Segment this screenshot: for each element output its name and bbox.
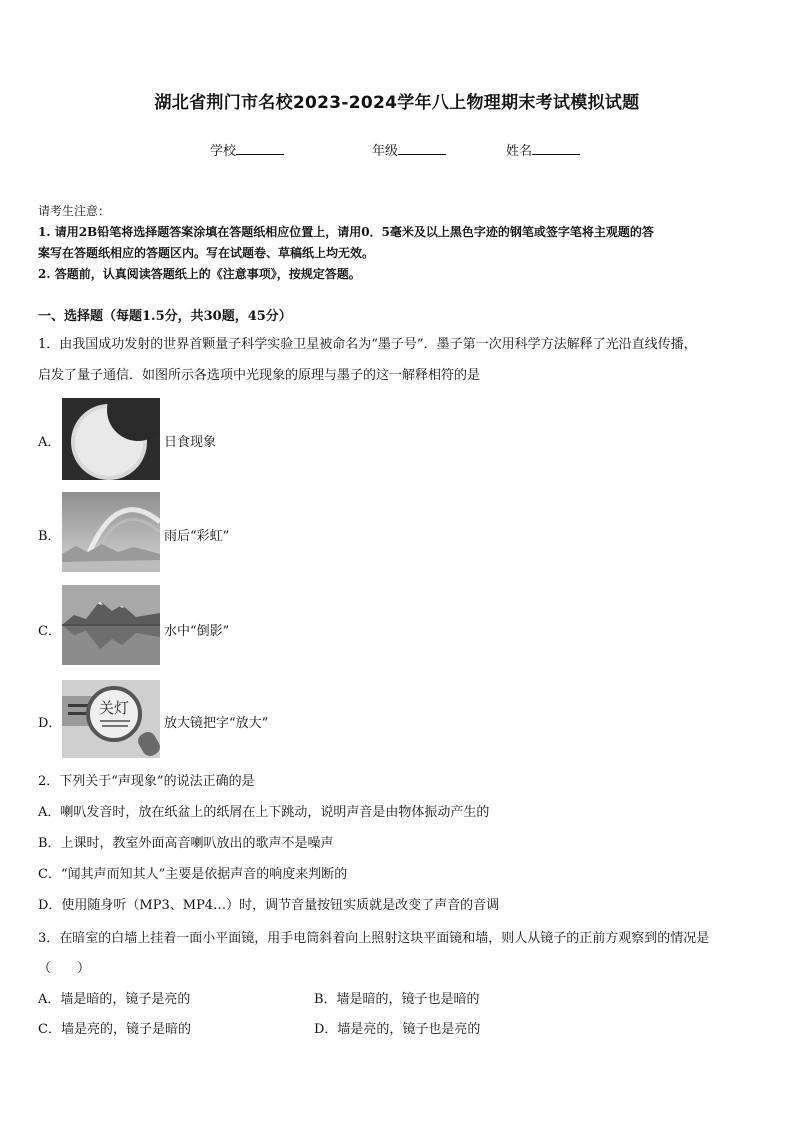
q3-option-d: D．墙是亮的，镜子也是亮的 [314, 1022, 481, 1037]
rainbow-image [62, 492, 160, 572]
q3-stem-line-1: 3．在暗室的白墙上挂着一面小平面镜，用手电筒斜着向上照射这块平面镜和墙，则人从镜子的正前方观察到的情况是 [38, 931, 710, 946]
name-blank [532, 142, 580, 155]
grade-blank [398, 142, 446, 155]
q1-option-a-label: A． [38, 435, 61, 450]
q2-option-c: C．“闻其声而知其人”主要是依据声音的响度来判断的 [38, 867, 348, 882]
q3-option-c: C．墙是亮的，镜子是暗的 [38, 1022, 191, 1037]
q2-option-b: B．上课时，教室外面高音喇叭放出的歌声不是噪声 [38, 836, 334, 851]
q1-stem-line-1: 1．由我国成功发射的世界首颗量子科学实验卫星被命名为“墨子号”．墨子第一次用科学方法解释了光沿直线传播， [38, 337, 697, 352]
q3-stem-line-2: （ ） [38, 961, 91, 976]
name-label: 姓名 [506, 144, 533, 159]
q1-option-c-text: 水中“倒影” [164, 624, 230, 639]
q2-stem: 2．下列关于“声现象”的说法正确的是 [38, 774, 255, 789]
q1-option-a-text: 日食现象 [164, 435, 217, 450]
notice-item-2: 2. 答题前，认真阅读答题纸上的《注意事项》，按规定答题。 [38, 267, 361, 281]
grade-label: 年级 [372, 144, 399, 159]
q2-option-a: A．喇叭发音时，放在纸盆上的纸屑在上下跳动，说明声音是由物体振动产生的 [38, 805, 490, 820]
q1-option-b-text: 雨后“彩虹” [164, 529, 230, 544]
school-label: 学校 [210, 144, 237, 159]
q1-option-b-label: B． [38, 529, 61, 544]
notice-heading: 请考生注意： [38, 204, 111, 218]
mountain-reflection-image [62, 585, 160, 665]
exam-title: 湖北省荆门市名校2023-2024学年八上物理期末考试模拟试题 [154, 93, 640, 113]
q3-option-b: B．墙是暗的，镜子也是暗的 [314, 992, 480, 1007]
section-heading: 一、选择题（每题1.5分，共30题，45分） [38, 309, 292, 324]
q2-option-d: D．使用随身听（MP3、MP4…）时，调节音量按钮实质就是改变了声音的音调 [38, 898, 500, 913]
school-blank [236, 142, 284, 155]
solar-eclipse-image [62, 398, 160, 480]
q3-option-a: A．墙是暗的，镜子是亮的 [38, 992, 191, 1007]
magnifier-image [62, 680, 160, 758]
notice-item-1-line-2: 案写在答题纸相应的答题区内。写在试题卷、草稿纸上均无效。 [38, 246, 375, 260]
q1-option-d-text: 放大镜把字“放大” [164, 716, 269, 731]
q1-option-c-label: C． [38, 624, 61, 639]
q1-option-d-label: D． [38, 716, 62, 731]
school-field [210, 140, 284, 159]
grade-field [372, 140, 446, 159]
name-field [506, 140, 580, 159]
magnifier-sign-text: 关灯 [98, 699, 130, 717]
notice-item-1-line-1: 1. 请用2B铅笔将选择题答案涂填在答题纸相应位置上，请用0．5毫米及以上黑色字迹的钢笔或签字笔将主观题的答 [38, 225, 654, 239]
q1-stem-line-2: 启发了量子通信．如图所示各选项中光现象的原理与墨子的这一解释相符的是 [38, 368, 481, 383]
